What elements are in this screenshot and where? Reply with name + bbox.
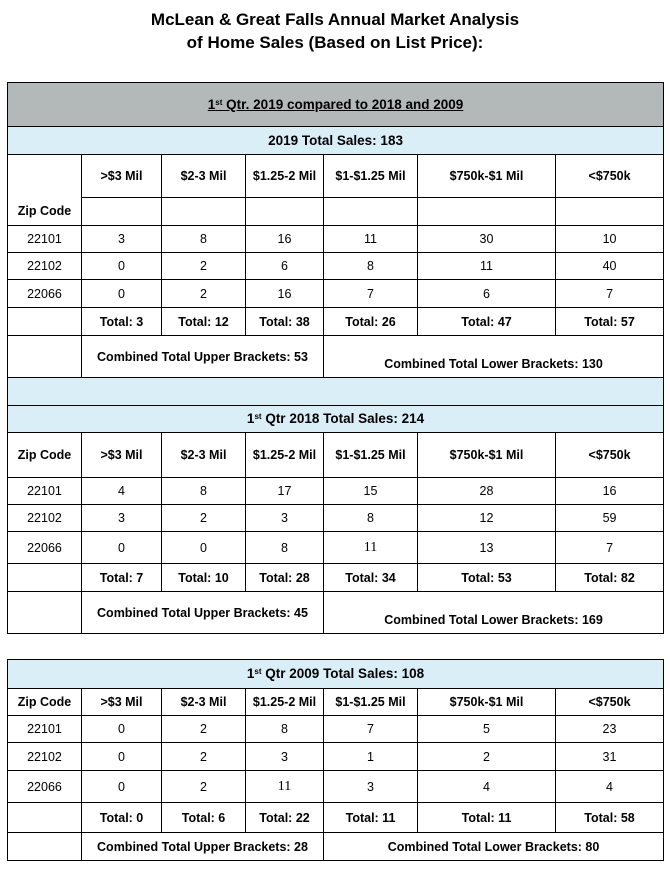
table-cell: 6 xyxy=(418,280,556,308)
table-cell: 1 xyxy=(246,666,255,681)
table-cell: 22102 xyxy=(8,505,82,532)
table-cell: 7 xyxy=(556,280,664,308)
table-2009 xyxy=(7,659,664,861)
table-cell: 8 xyxy=(162,226,246,253)
table-cell: 13 xyxy=(418,532,556,564)
table-cell: 7 xyxy=(556,532,664,564)
table-cell: 23 xyxy=(556,716,664,743)
table-cell: 3 xyxy=(246,505,324,532)
table-cell: <$750k xyxy=(556,689,664,716)
table-cell: $1.25-2 Mil xyxy=(246,433,324,478)
table-cell: $1-$1.25 Mil xyxy=(324,433,418,478)
table-cell: 1 xyxy=(207,96,216,112)
table-cell: 11 xyxy=(324,226,418,253)
spacer-row xyxy=(8,378,664,406)
table-row xyxy=(8,478,664,505)
heading-2018 xyxy=(8,406,664,433)
table-cell: 4 xyxy=(418,771,556,803)
table-cell: 11 xyxy=(324,532,418,564)
table-cell: Total: 0 xyxy=(82,803,162,833)
column-header-row-2009 xyxy=(8,689,664,716)
zip-code-label: Zip Code xyxy=(8,689,82,716)
table-cell: >$3 Mil xyxy=(82,689,162,716)
table-cell: 16 xyxy=(246,280,324,308)
empty-cell xyxy=(246,198,324,226)
table-cell: 8 xyxy=(324,505,418,532)
table-cell: 0 xyxy=(82,716,162,743)
table-2019-2018 xyxy=(7,82,664,634)
empty-cell xyxy=(324,198,418,226)
table-cell: 28 xyxy=(418,478,556,505)
empty-cell xyxy=(8,308,82,336)
col-header: <$750k xyxy=(556,155,664,198)
table-cell: 31 xyxy=(556,743,664,771)
table-cell: 3 xyxy=(324,771,418,803)
title-line-2: of Home Sales (Based on List Price): xyxy=(186,33,484,52)
totals-row-2019 xyxy=(8,308,664,336)
combined-upper-2009: Combined Total Upper Brackets: 28 xyxy=(82,833,324,861)
table-cell: 4 xyxy=(556,771,664,803)
table-row xyxy=(8,505,664,532)
table-cell: 22102 xyxy=(8,743,82,771)
table-cell: Total: 11 xyxy=(418,803,556,833)
table-row xyxy=(8,771,664,803)
table-cell: Total: 26 xyxy=(324,308,418,336)
combined-upper-2019: Combined Total Upper Brackets: 53 xyxy=(82,336,324,378)
table-cell: 0 xyxy=(162,532,246,564)
table-cell: 3 xyxy=(82,226,162,253)
col-header: $2-3 Mil xyxy=(162,155,246,198)
table-cell: Total: 47 xyxy=(418,308,556,336)
table-cell: 3 xyxy=(82,505,162,532)
col-header: $1-$1.25 Mil xyxy=(324,155,418,198)
table-cell: 11 xyxy=(418,253,556,280)
table-cell: Total: 3 xyxy=(82,308,162,336)
table-cell: 2 xyxy=(162,743,246,771)
combined-lower-2009: Combined Total Lower Brackets: 80 xyxy=(324,833,664,861)
table-cell: Total: 22 xyxy=(246,803,324,833)
table-cell: 11 xyxy=(246,771,324,803)
table-cell: 2 xyxy=(162,253,246,280)
totals-row-2018 xyxy=(8,564,664,592)
table-cell: 59 xyxy=(556,505,664,532)
table-cell: 17 xyxy=(246,478,324,505)
table-cell: 1 xyxy=(324,743,418,771)
totals-row-2009 xyxy=(8,803,664,833)
table-cell: Qtr 2018 Total Sales: 214 xyxy=(261,411,425,426)
table-cell: 22066 xyxy=(8,280,82,308)
col-header: $750k-$1 Mil xyxy=(418,155,556,198)
combined-upper-2018: Combined Total Upper Brackets: 45 xyxy=(82,592,324,634)
table-cell: 5 xyxy=(418,716,556,743)
table-cell: Total: 82 xyxy=(556,564,664,592)
zip-code-label: Zip Code xyxy=(8,198,82,226)
table-cell: Total: 10 xyxy=(162,564,246,592)
table-cell: Total: 38 xyxy=(246,308,324,336)
table-cell: 40 xyxy=(556,253,664,280)
table-cell: 0 xyxy=(82,280,162,308)
table-row xyxy=(8,280,664,308)
table-cell: Total: 28 xyxy=(246,564,324,592)
table-cell: $750k-$1 Mil xyxy=(418,689,556,716)
table-cell: 2 xyxy=(162,280,246,308)
table-cell: 7 xyxy=(324,716,418,743)
table-cell: st xyxy=(215,97,223,107)
table-cell: $2-3 Mil xyxy=(162,689,246,716)
table-cell: 8 xyxy=(246,532,324,564)
table-row xyxy=(8,716,664,743)
table-cell: 22101 xyxy=(8,716,82,743)
table-cell: 15 xyxy=(324,478,418,505)
page-title xyxy=(0,8,670,54)
table-cell: 2 xyxy=(162,505,246,532)
table-cell: $750k-$1 Mil xyxy=(418,433,556,478)
empty-cell xyxy=(556,198,664,226)
table-cell: Qtr. 2019 compared to 2018 and 2009 xyxy=(222,96,464,112)
zip-code-label: Zip Code xyxy=(8,433,82,478)
column-header-row-2018 xyxy=(8,433,664,478)
table-row xyxy=(8,743,664,771)
table-row xyxy=(8,253,664,280)
empty-cell xyxy=(8,336,82,378)
table-cell: >$3 Mil xyxy=(82,433,162,478)
table-cell: 16 xyxy=(246,226,324,253)
table-cell: 2 xyxy=(162,716,246,743)
comparison-banner xyxy=(8,83,664,127)
table-cell: 12 xyxy=(418,505,556,532)
table-row xyxy=(8,226,664,253)
table-cell: st xyxy=(254,667,262,676)
table-cell: Total: 34 xyxy=(324,564,418,592)
table-cell: Total: 7 xyxy=(82,564,162,592)
table-cell: 8 xyxy=(246,716,324,743)
table-cell: 22101 xyxy=(8,478,82,505)
heading-2009 xyxy=(8,660,664,689)
empty-cell xyxy=(8,803,82,833)
table-cell: 16 xyxy=(556,478,664,505)
table-cell: 4 xyxy=(82,478,162,505)
table-cell: 7 xyxy=(324,280,418,308)
col-header: >$3 Mil xyxy=(82,155,162,198)
table-row xyxy=(8,532,664,564)
table-cell: 2 xyxy=(418,743,556,771)
combined-lower-2019: Combined Total Lower Brackets: 130 xyxy=(324,336,664,378)
table-cell: 22066 xyxy=(8,532,82,564)
combined-lower-2018: Combined Total Lower Brackets: 169 xyxy=(324,592,664,634)
table-cell: 2 xyxy=(162,771,246,803)
table-cell: 0 xyxy=(82,253,162,280)
table-cell: <$750k xyxy=(556,433,664,478)
empty-cell xyxy=(82,198,162,226)
table-cell: 30 xyxy=(418,226,556,253)
title-line-1: McLean & Great Falls Annual Market Analysis xyxy=(150,10,520,29)
table-cell: Total: 11 xyxy=(324,803,418,833)
table-cell: Total: 53 xyxy=(418,564,556,592)
empty-cell xyxy=(418,198,556,226)
table-cell: $2-3 Mil xyxy=(162,433,246,478)
table-cell: $1.25-2 Mil xyxy=(246,689,324,716)
empty-cell xyxy=(8,592,82,634)
table-cell: 8 xyxy=(162,478,246,505)
table-cell: Total: 12 xyxy=(162,308,246,336)
table-cell: 8 xyxy=(324,253,418,280)
table-cell: 0 xyxy=(82,743,162,771)
table-cell: 22101 xyxy=(8,226,82,253)
empty-cell xyxy=(8,564,82,592)
table-cell: 0 xyxy=(82,532,162,564)
table-cell: 22066 xyxy=(8,771,82,803)
table-cell: 22102 xyxy=(8,253,82,280)
empty-cell xyxy=(8,155,82,198)
table-cell: Total: 57 xyxy=(556,308,664,336)
table-cell: 0 xyxy=(82,771,162,803)
col-header: $1.25-2 Mil xyxy=(246,155,324,198)
table-cell: 10 xyxy=(556,226,664,253)
heading-2019: 2019 Total Sales: 183 xyxy=(8,127,664,155)
table-cell: Qtr 2009 Total Sales: 108 xyxy=(261,666,425,681)
table-cell: 6 xyxy=(246,253,324,280)
combined-row-2019 xyxy=(8,336,664,378)
table-cell: st xyxy=(254,412,262,421)
empty-cell xyxy=(162,198,246,226)
empty-cell xyxy=(8,833,82,861)
column-header-row-2019 xyxy=(8,155,664,198)
table-cell: 3 xyxy=(246,743,324,771)
table-cell: 1 xyxy=(246,411,255,426)
combined-row-2018 xyxy=(8,592,664,634)
table-cell: Total: 58 xyxy=(556,803,664,833)
table-cell: Total: 6 xyxy=(162,803,246,833)
table-cell: $1-$1.25 Mil xyxy=(324,689,418,716)
combined-row-2009 xyxy=(8,833,664,861)
